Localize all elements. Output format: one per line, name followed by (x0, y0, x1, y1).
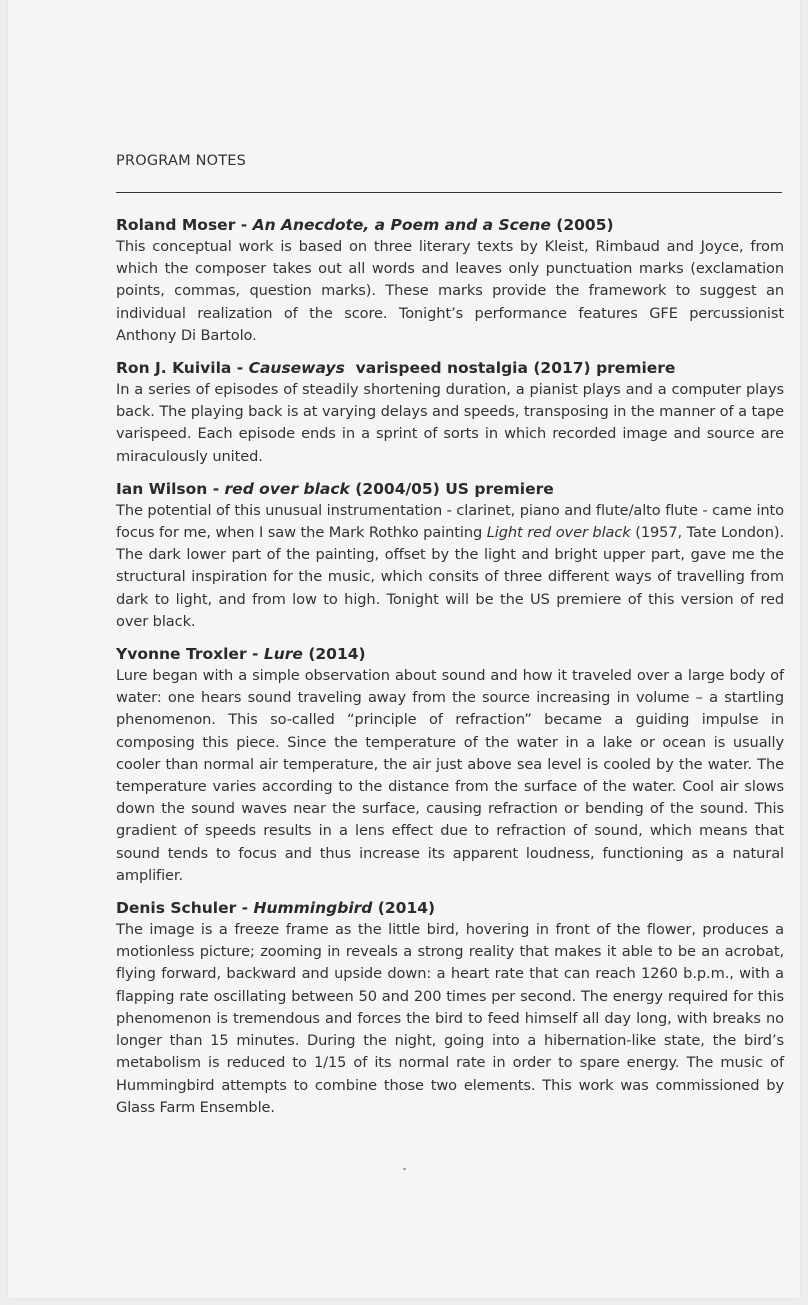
description-part: The potential of this unusual instrumentation - clarinet, piano and flute/alto flute - came into focus for me, when I saw the Mark Rothko painting (116, 501, 784, 542)
page-title: PROGRAM NOTES (116, 153, 247, 169)
note-entry-kuivila (116, 357, 784, 468)
entry-description: In a series of episodes of steadily shortening duration, a pianist plays and a computer plays back. The playing back is at varying delays and speeds, transposing in the manner of a tape varispeed. Each episode ends in a sprint of sorts in which recorded image and source are miraculously united. (116, 381, 784, 465)
page-speck (403, 1168, 406, 1170)
work-title: Hummingbird (253, 899, 373, 918)
work-year: varispeed nostalgia (2017) (355, 359, 591, 378)
composer-name: Ian Wilson (116, 479, 208, 498)
painting-title: Light red over black (486, 524, 631, 542)
work-title: red over black (224, 479, 350, 498)
work-title: Lure (263, 645, 303, 664)
entry-description: This conceptual work is based on three literary texts by Kleist, Rimbaud and Joyce, from which the composer takes out all words and leaves only punctuation marks (exclamation points, commas, question marks). These marks provide the framework to suggest an individual realization of the score. Tonight’s performance features GFE percussionist Anthony Di Bartolo. (116, 238, 784, 344)
entry-description: Lure began with a simple observation about sound and how it traveled over a large body of water: one hears sound traveling away from the source increasing in volume – a startling phenomenon. This so-called “principle of refraction” became a guiding impulse in composing this piece. Since the temperature of the water in a lake or ocean is usually cooler than normal air temperature, the air just above sea level is cooled by the water. The temperature varies according to the distance from the surface of the water. Cool air slows down the sound waves near the surface, causing refraction or bending of the sound. This gradient of speeds results in a lens effect due to refraction of sound, which means that sound tends to focus and thus increase its apparent loudness, functioning as a natural amplifier. (116, 667, 784, 884)
entry-title: Denis Schuler - Hummingbird (2014) (116, 899, 436, 918)
work-year: (2004/05) (355, 479, 440, 498)
program-notes-list (116, 214, 784, 1129)
work-year: (2014) (308, 645, 366, 664)
entry-description: The image is a freeze frame as the little bird, hovering in front of the flower, produces a motionless picture; zooming in reveals a strong reality that makes it able to be an acrobat, flying forward, backward and upside down: a heart rate that can reach 1260 b.p.m., with a flapping rate oscillating between 50 and 200 times per second. The energy required for this phenomenon is tremendous and forces the bird to feed himself all day long, with breaks no longer than 15 minutes. During the night, going into a hibernation-like state, the bird’s metabolism is reduced to 1/15 of its normal rate in order to spare energy. The music of Hummingbird attempts to combine those two elements. This work was commissioned by Glass Farm Ensemble. (116, 921, 784, 1116)
entry-title: Ian Wilson - red over black (2004/05) US premiere (116, 479, 554, 498)
note-entry-troxler (116, 643, 784, 887)
composer-name: Denis Schuler (116, 899, 237, 918)
note-entry-schuler (116, 897, 784, 1119)
work-title: An Anecdote, a Poem and a Scene (252, 216, 551, 234)
composer-name: Ron J. Kuivila (116, 359, 232, 378)
composer-name: Yvonne Troxler (116, 645, 247, 664)
premiere-label: premiere (596, 359, 676, 378)
work-title: Causeways (248, 359, 345, 378)
program-page (8, 0, 800, 1298)
entry-title: Roland Moser - An Anecdote, a Poem and a Scene (2005) (116, 216, 614, 234)
entry-title: Yvonne Troxler - Lure (2014) (116, 645, 366, 664)
description-part: (1957, Tate London). The dark lower part of the painting, offset by the light and bright upper part, gave me the structural inspiration for the music, which consits of three different ways of travelling from dark to light, and from low to high. Tonight will be the US premiere of this version of red over black. (116, 524, 784, 630)
entry-title: Ron J. Kuivila - Causeways varispeed nostalgia (2017) premiere (116, 359, 676, 378)
note-entry-wilson (116, 478, 784, 633)
work-year: (2014) (377, 899, 436, 918)
composer-name: Roland Moser (116, 216, 236, 234)
work-year: (2005) (556, 216, 614, 234)
premiere-label: US premiere (445, 479, 554, 498)
note-entry-moser (116, 214, 784, 347)
entry-description (116, 500, 784, 633)
header-divider (116, 192, 782, 193)
